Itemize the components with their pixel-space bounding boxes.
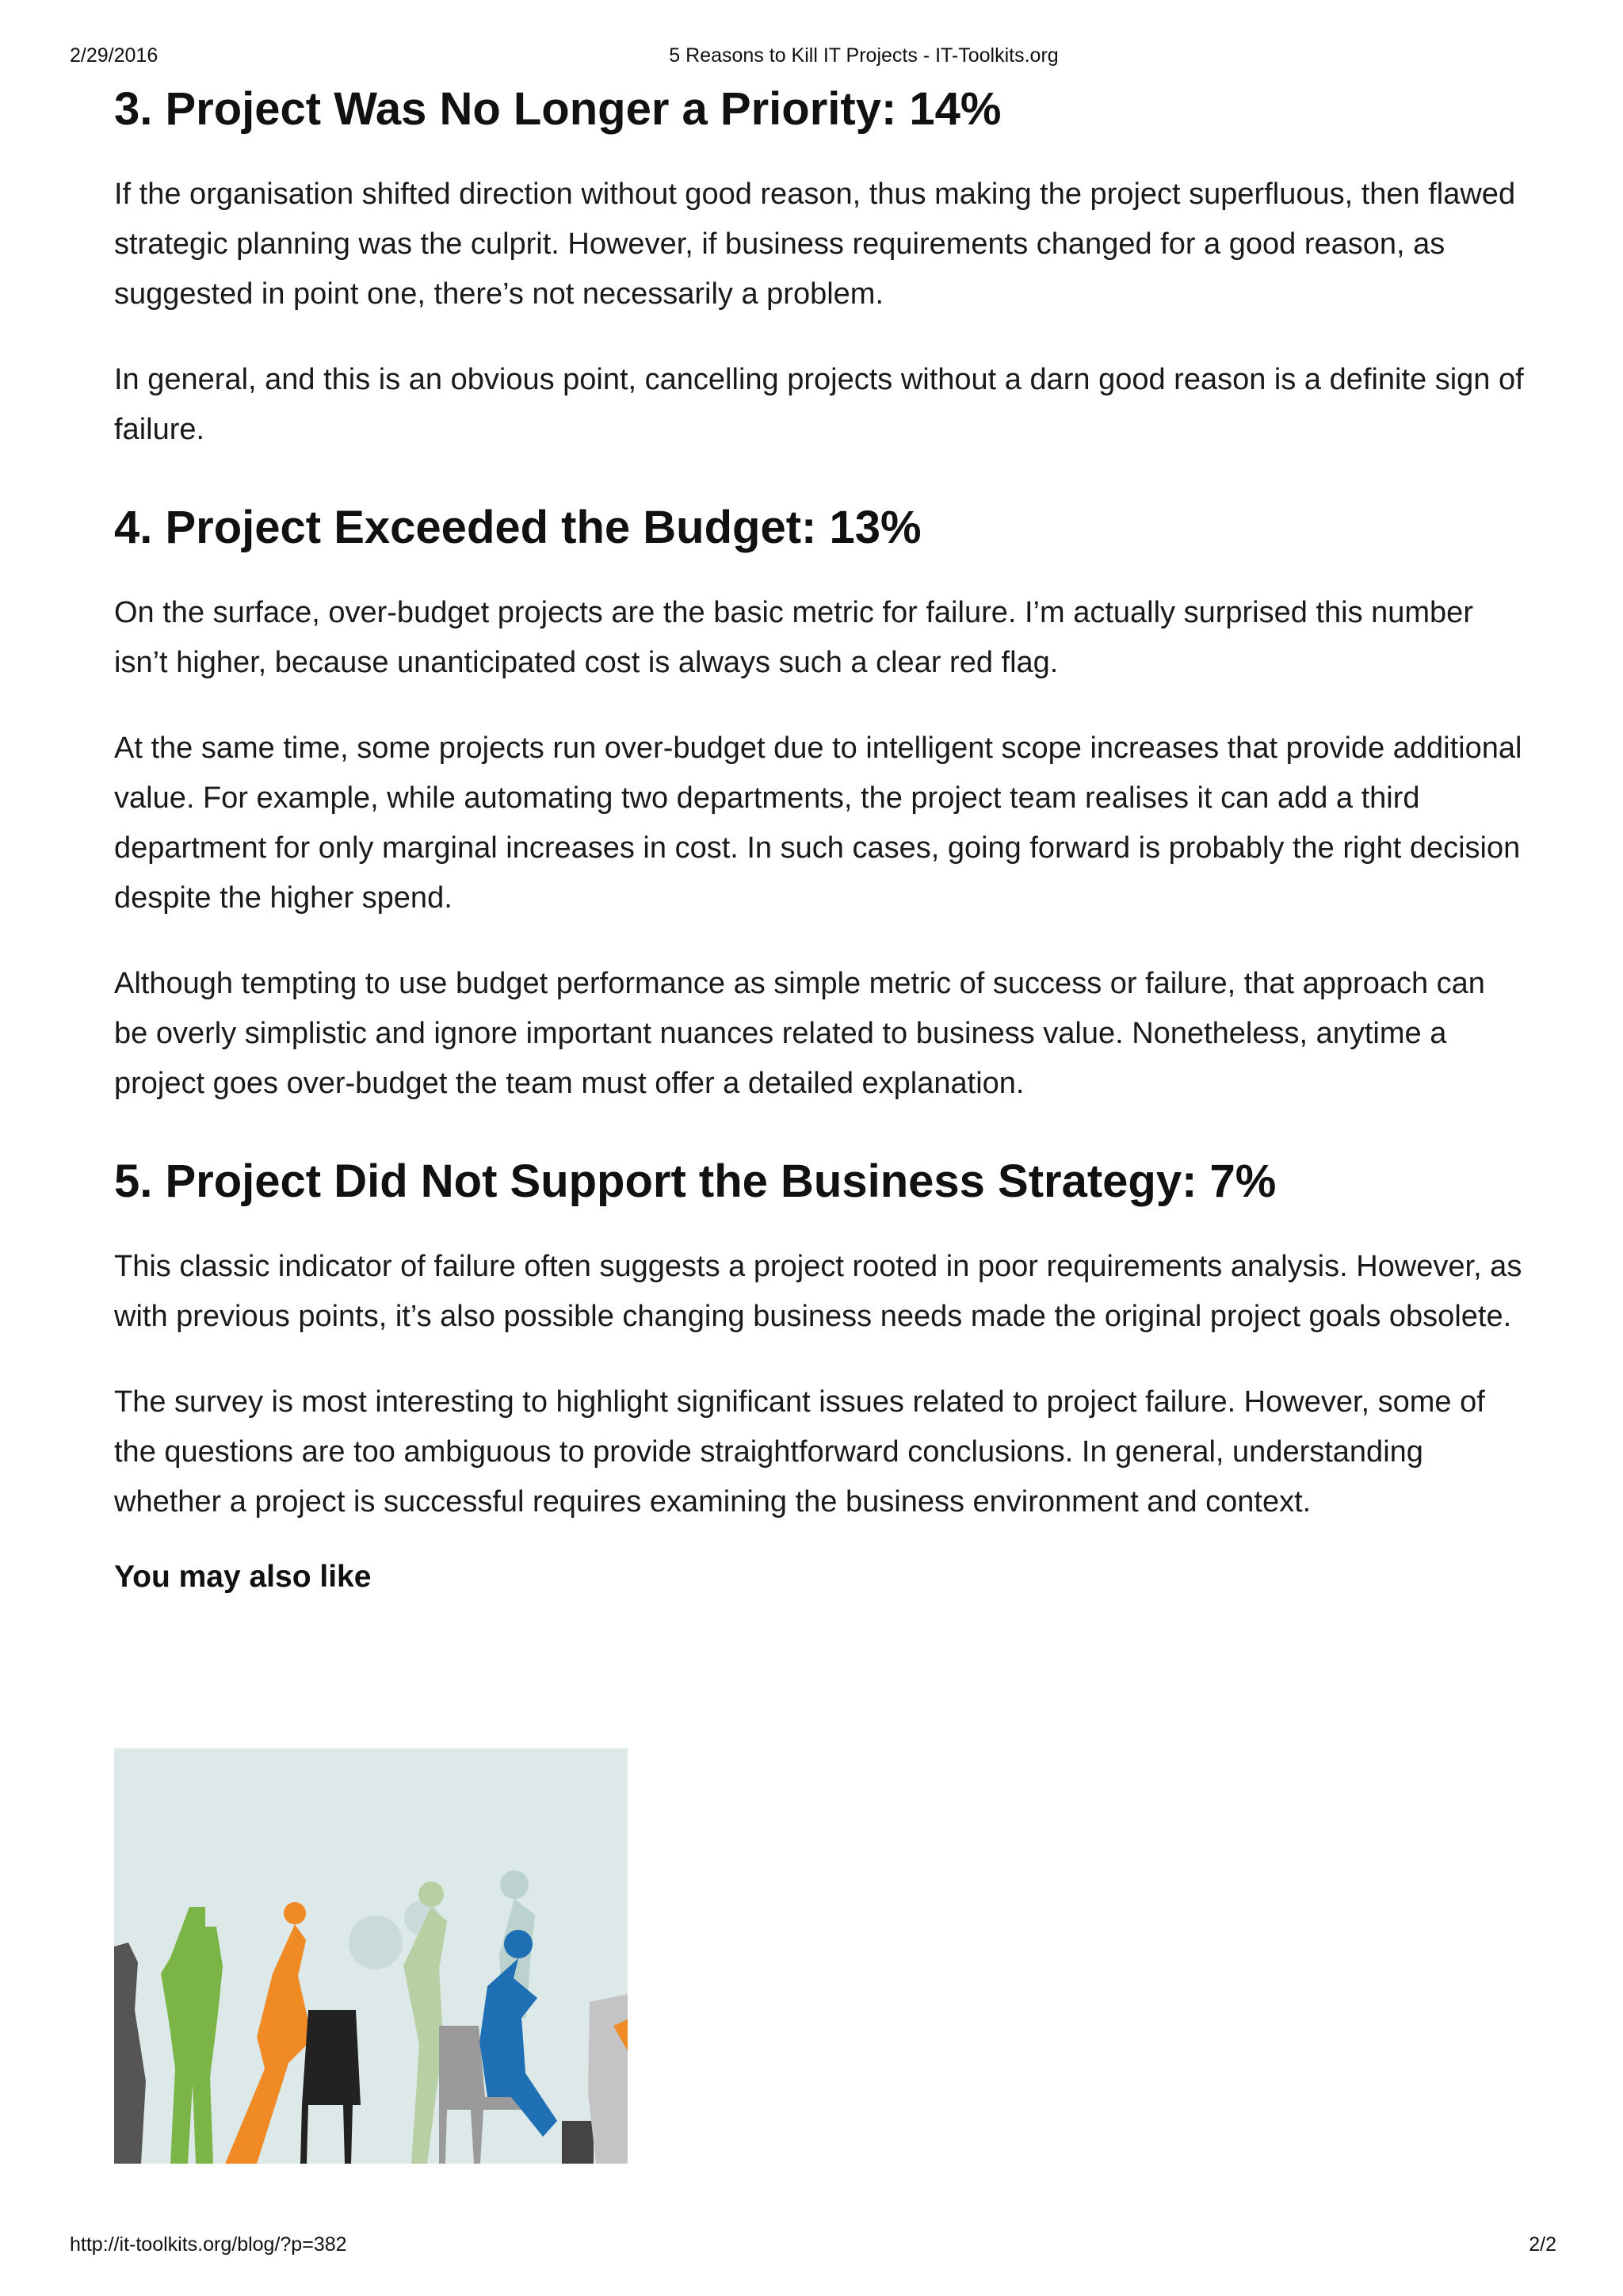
related-posts-heading: You may also like [114,1560,372,1594]
print-footer-url: http://it-toolkits.org/blog/?p=382 [70,2233,347,2256]
section-5-heading: 5. Project Did Not Support the Business Strategy: 7% [114,1156,1277,1207]
section-5-paragraph-1: This classic indicator of failure often suggests a project rooted in poor requirements analysis. However, as with previous points, it’s also possible changing business needs made the original project goals obsolete. [114,1250,1522,1333]
print-header-date: 2/29/2016 [70,44,158,67]
figure-right-edge [588,1994,628,2164]
article-body [114,78,1525,1599]
section-3-heading: 3. Project Was No Longer a Priority: 14% [114,83,1002,135]
print-header-title: 5 Reasons to Kill IT Projects - IT-Toolkits.org [669,44,1059,67]
print-footer-page: 2/2 [1529,2233,1556,2256]
section-4-paragraph-2: At the same time, some projects run over-budget due to intelligent scope increases that provide additional value. For example, while automating two departments, the project team realises it can add a third department for only marginal increases in cost. In such cases, going forward is probably the right decision despite the higher spend. [114,732,1522,915]
section-5-paragraph-2: The survey is most interesting to highlight significant issues related to project failure. However, some of the questions are too ambiguous to provide straightforward conclusions. In general, understanding whether a project is successful requires examining the business environment and context. [114,1385,1485,1519]
bag-dark [562,2121,594,2164]
section-4-paragraph-3: Although tempting to use budget performance as simple metric of success or failure, that approach can be overly simplistic and ignore important nuances related to business value. Nonetheless, anytime a project goes over-budget the team must offer a detailed explanation. [114,967,1485,1100]
section-4-heading: 4. Project Exceeded the Budget: 13% [114,502,922,553]
section-4-paragraph-1: On the surface, over-budget projects are the basic metric for failure. I’m actually surprised this number isn’t higher, because unanticipated cost is always such a clear red flag. [114,596,1473,679]
section-3-paragraph-1: If the organisation shifted direction without good reason, thus making the project superfluous, then flawed strategic planning was the culprit. However, if business requirements changed for a good reason, as suggested in point one, there’s not necessarily a problem. [114,178,1516,311]
related-post-thumbnail[interactable] [114,1748,628,2164]
section-3-paragraph-2: In general, and this is an obvious point, cancelling projects without a darn good reason is a definite sign of failure. [114,363,1524,446]
